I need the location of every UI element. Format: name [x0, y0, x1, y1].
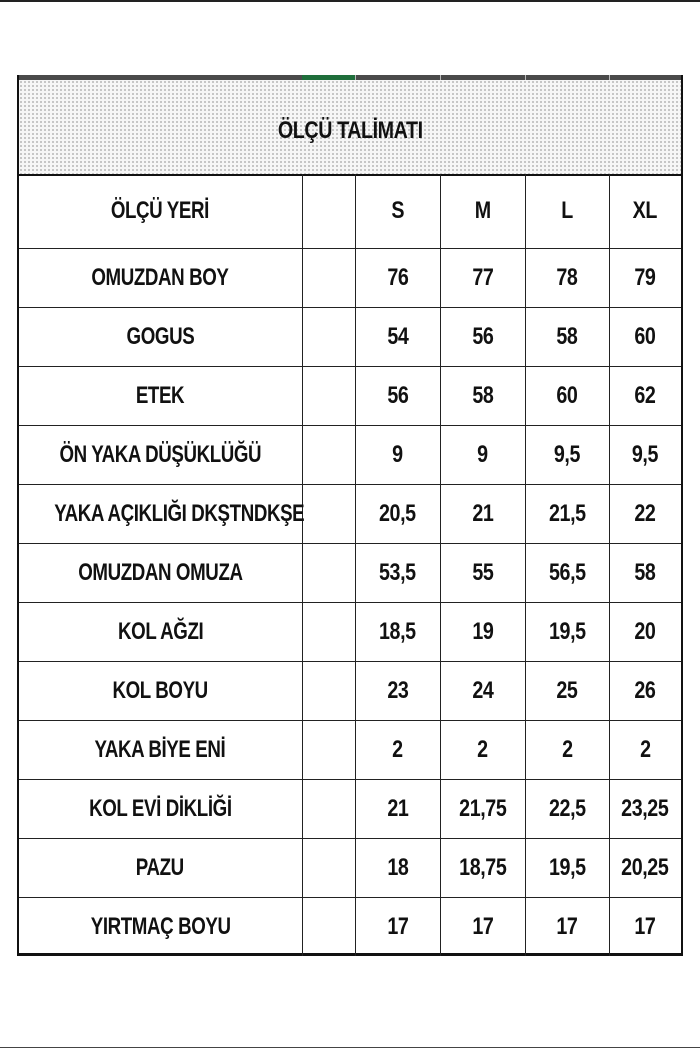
measure-value: 9: [477, 441, 488, 468]
measure-value: 23: [386, 677, 409, 704]
measure-value: 58: [634, 559, 656, 586]
measure-value: 60: [556, 382, 578, 409]
table-row: [19, 839, 681, 898]
measure-value: 21,5: [548, 500, 586, 527]
measure-cell: [19, 426, 302, 485]
value-cell: [525, 721, 609, 780]
bottom-edge-line: [0, 1047, 700, 1048]
size-chart-sheet: [17, 75, 683, 956]
value-cell: [355, 308, 440, 367]
measure-value: 2: [561, 736, 573, 763]
value-cell: [609, 839, 681, 898]
value-cell: [440, 662, 525, 721]
value-cell: [355, 662, 440, 721]
measure-value: 19,5: [548, 618, 586, 645]
measure-value: 56: [471, 323, 494, 350]
value-cell: [609, 544, 681, 603]
measure-label: YAKA AÇIKLIĞI DKŞTNDKŞE: [54, 500, 305, 527]
size-table: [19, 174, 681, 956]
measure-label: KOL EVİ DİKLİĞİ: [88, 795, 232, 822]
header-size-cell: [525, 174, 609, 249]
measure-value: 17: [386, 913, 409, 940]
measure-value: 21: [471, 500, 494, 527]
table-row: [19, 426, 681, 485]
value-cell: [440, 898, 525, 957]
value-cell: [525, 249, 609, 308]
measure-value: 23,25: [621, 795, 669, 822]
measure-value: 60: [634, 323, 656, 350]
measure-value: 56: [386, 382, 409, 409]
spacer-cell: [302, 721, 355, 780]
measure-label: PAZU: [136, 854, 185, 881]
measure-value: 56,5: [548, 559, 586, 586]
table-row: [19, 367, 681, 426]
value-cell: [525, 426, 609, 485]
measure-value: 55: [471, 559, 494, 586]
measure-value: 20,25: [621, 854, 669, 881]
spacer-cell: [302, 898, 355, 957]
value-cell: [525, 603, 609, 662]
spacer-cell: [302, 426, 355, 485]
value-cell: [609, 249, 681, 308]
measure-value: 9,5: [553, 441, 581, 468]
measure-label: KOL BOYU: [112, 677, 208, 704]
value-cell: [525, 780, 609, 839]
value-cell: [355, 249, 440, 308]
measure-value: 2: [477, 736, 488, 763]
table-row: [19, 780, 681, 839]
value-cell: [440, 426, 525, 485]
value-cell: [355, 839, 440, 898]
measure-label: OMUZDAN OMUZA: [78, 559, 243, 586]
measure-value: 26: [634, 677, 656, 704]
measure-value: 18,5: [379, 618, 416, 645]
value-cell: [440, 367, 525, 426]
value-cell: [525, 308, 609, 367]
value-cell: [609, 426, 681, 485]
header-measure-cell: [19, 174, 302, 249]
value-cell: [355, 485, 440, 544]
spacer-cell: [302, 603, 355, 662]
value-cell: [525, 898, 609, 957]
chart-title: ÖLÇÜ TALİMATI: [277, 117, 423, 144]
header-size-cell: [609, 174, 681, 249]
header-measure-label: ÖLÇÜ YERİ: [111, 197, 210, 224]
measure-value: 19,5: [548, 854, 586, 881]
value-cell: [609, 603, 681, 662]
measure-value: 21,75: [458, 795, 507, 822]
spacer-cell: [302, 308, 355, 367]
measure-label: ÖN YAKA DÜŞÜKLÜĞÜ: [59, 441, 262, 468]
measure-cell: [19, 603, 302, 662]
measure-value: 21: [386, 795, 409, 822]
measure-value: 2: [392, 736, 403, 763]
measure-cell: [19, 662, 302, 721]
measure-value: 78: [556, 264, 578, 291]
title-band: [19, 80, 681, 176]
measure-value: 18: [386, 854, 409, 881]
measure-label: GOGUS: [126, 323, 195, 350]
value-cell: [355, 780, 440, 839]
value-cell: [609, 485, 681, 544]
table-header-row: [19, 174, 681, 249]
table-row: [19, 544, 681, 603]
measure-cell: [19, 780, 302, 839]
header-size-xl: XL: [633, 197, 658, 224]
measure-value: 18,75: [458, 854, 507, 881]
measure-value: 24: [471, 677, 494, 704]
header-size-cell: [355, 174, 440, 249]
spacer-cell: [302, 174, 355, 249]
spacer-cell: [302, 839, 355, 898]
measure-value: 2: [639, 736, 651, 763]
spacer-cell: [302, 544, 355, 603]
spacer-cell: [302, 662, 355, 721]
measure-value: 76: [386, 264, 409, 291]
measure-cell: [19, 485, 305, 544]
value-cell: [609, 308, 681, 367]
value-cell: [440, 544, 525, 603]
spacer-cell: [302, 485, 355, 544]
value-cell: [440, 839, 525, 898]
table-row: [19, 308, 681, 367]
top-edge-line: [0, 0, 700, 2]
measure-label: ETEK: [136, 382, 185, 409]
measure-value: 20,5: [379, 500, 416, 527]
value-cell: [355, 603, 440, 662]
measure-value: 17: [556, 913, 578, 940]
measure-value: 25: [556, 677, 578, 704]
value-cell: [440, 603, 525, 662]
value-cell: [440, 249, 525, 308]
table-row: [19, 249, 681, 308]
table-row: [19, 485, 681, 544]
measure-label: YIRTMAÇ BOYU: [90, 913, 231, 940]
value-cell: [355, 898, 440, 957]
measure-value: 9,5: [632, 441, 659, 468]
value-cell: [440, 308, 525, 367]
measure-value: 17: [634, 913, 656, 940]
measure-cell: [19, 367, 302, 426]
measure-value: 20: [634, 618, 656, 645]
measure-cell: [19, 839, 302, 898]
measure-value: 54: [386, 323, 409, 350]
measure-label: OMUZDAN BOY: [91, 264, 229, 291]
measure-value: 17: [471, 913, 494, 940]
value-cell: [609, 898, 681, 957]
value-cell: [525, 662, 609, 721]
value-cell: [609, 367, 681, 426]
spacer-cell: [302, 367, 355, 426]
value-cell: [355, 544, 440, 603]
value-cell: [609, 780, 681, 839]
measure-value: 22: [634, 500, 656, 527]
measure-cell: [19, 898, 302, 957]
value-cell: [609, 662, 681, 721]
measure-label: KOL AĞZI: [117, 618, 203, 645]
measure-cell: [19, 249, 302, 308]
table-row: [19, 603, 681, 662]
table-row: [19, 721, 681, 780]
measure-value: 79: [634, 264, 656, 291]
value-cell: [440, 485, 525, 544]
measure-value: 22,5: [548, 795, 586, 822]
measure-cell: [19, 721, 302, 780]
measure-value: 58: [556, 323, 578, 350]
value-cell: [525, 485, 609, 544]
value-cell: [355, 426, 440, 485]
value-cell: [609, 721, 681, 780]
spacer-cell: [302, 249, 355, 308]
measure-cell: [19, 544, 302, 603]
value-cell: [355, 367, 440, 426]
value-cell: [525, 367, 609, 426]
measure-cell: [19, 308, 302, 367]
measure-value: 19: [471, 618, 494, 645]
measure-label: YAKA BİYE ENİ: [94, 736, 226, 763]
spacer-cell: [302, 780, 355, 839]
header-size-cell: [440, 174, 525, 249]
table-row: [19, 898, 681, 957]
measure-value: 58: [471, 382, 494, 409]
header-size-m: M: [474, 197, 491, 224]
value-cell: [440, 780, 525, 839]
header-size-l: L: [561, 197, 573, 224]
measure-value: 53,5: [379, 559, 416, 586]
measure-value: 9: [392, 441, 403, 468]
value-cell: [525, 544, 609, 603]
value-cell: [525, 839, 609, 898]
value-cell: [440, 721, 525, 780]
table-row: [19, 662, 681, 721]
value-cell: [355, 721, 440, 780]
measure-value: 77: [471, 264, 494, 291]
measure-value: 62: [634, 382, 656, 409]
header-size-s: S: [391, 197, 404, 224]
